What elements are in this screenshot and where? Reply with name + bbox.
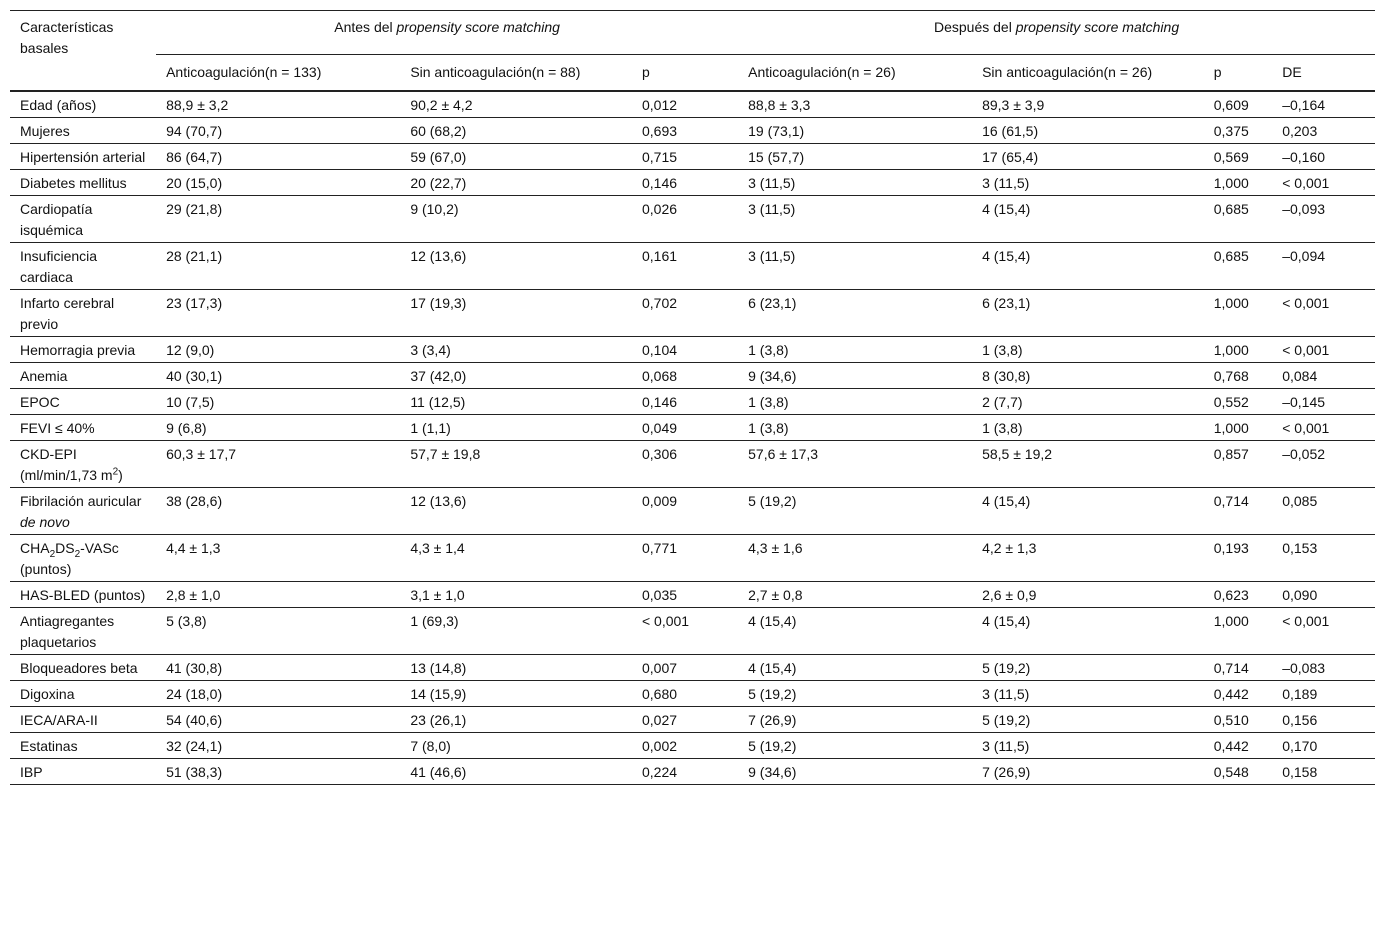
table-row (10, 681, 1375, 707)
table-row (10, 535, 1375, 582)
table-cell: 0,685 (1204, 243, 1272, 290)
table-cell: 90,2 ± 4,2 (400, 91, 632, 118)
col-header: p (632, 55, 738, 92)
table-cell: 16 (61,5) (972, 118, 1204, 144)
col-header: DE (1272, 55, 1375, 92)
table-row (10, 243, 1375, 290)
table-body (10, 91, 1375, 785)
row-label-text: Hipertensión arterial (20, 149, 146, 165)
table-cell: 17 (65,4) (972, 144, 1204, 170)
row-label-text: HAS-BLED (puntos) (20, 587, 146, 603)
table-cell: 12 (13,6) (400, 243, 632, 290)
col-header: Anticoagulación(n = 26) (738, 55, 972, 92)
table-cell: 20 (22,7) (400, 170, 632, 196)
table-cell: 0,771 (632, 535, 738, 582)
row-label (10, 196, 156, 243)
table-cell: 15 (57,7) (738, 144, 972, 170)
header-after-psm: Después del propensity score matching (738, 11, 1375, 55)
table-cell: 14 (15,9) (400, 681, 632, 707)
table-cell: 0,156 (1272, 707, 1375, 733)
row-label-text: FEVI ≤ 40% (20, 420, 95, 436)
table-cell: 0,035 (632, 582, 738, 608)
table-cell: 5 (19,2) (738, 681, 972, 707)
row-label-text: Bloqueadores beta (20, 660, 138, 676)
table-cell: 7 (8,0) (400, 733, 632, 759)
table-cell: 1 (3,8) (972, 415, 1204, 441)
table-cell: 6 (23,1) (738, 290, 972, 337)
row-label-text: CHA (20, 540, 50, 556)
table-cell: 0,306 (632, 441, 738, 488)
table-cell: 6 (23,1) (972, 290, 1204, 337)
table-cell: 0,189 (1272, 681, 1375, 707)
table-cell: 3 (11,5) (738, 196, 972, 243)
row-label-text: Diabetes mellitus (20, 175, 127, 191)
table-row (10, 759, 1375, 785)
row-label-italic: de novo (20, 514, 70, 530)
table-cell: 60,3 ± 17,7 (156, 441, 400, 488)
table-cell: < 0,001 (632, 608, 738, 655)
table-cell: 0,857 (1204, 441, 1272, 488)
table-cell: 1,000 (1204, 290, 1272, 337)
table-cell: 29 (21,8) (156, 196, 400, 243)
table-cell: 0,158 (1272, 759, 1375, 785)
table-cell: 4 (15,4) (972, 488, 1204, 535)
table-cell: 94 (70,7) (156, 118, 400, 144)
table-cell: 0,685 (1204, 196, 1272, 243)
table-cell: 5 (19,2) (738, 733, 972, 759)
table-cell: 7 (26,9) (972, 759, 1204, 785)
row-label (10, 363, 156, 389)
table-cell: 0,714 (1204, 488, 1272, 535)
table-cell: 4,2 ± 1,3 (972, 535, 1204, 582)
table-cell: 0,203 (1272, 118, 1375, 144)
row-label (10, 170, 156, 196)
table-cell: 88,9 ± 3,2 (156, 91, 400, 118)
table-cell: < 0,001 (1272, 170, 1375, 196)
table-cell: 1,000 (1204, 170, 1272, 196)
row-label (10, 681, 156, 707)
table-cell: 0,026 (632, 196, 738, 243)
row-label (10, 415, 156, 441)
table-cell: 0,623 (1204, 582, 1272, 608)
table-cell: 23 (17,3) (156, 290, 400, 337)
table-cell: 23 (26,1) (400, 707, 632, 733)
table-cell: 0,768 (1204, 363, 1272, 389)
table-cell: 0,680 (632, 681, 738, 707)
table-cell: 9 (10,2) (400, 196, 632, 243)
table-row (10, 363, 1375, 389)
table-cell: 59 (67,0) (400, 144, 632, 170)
table-cell: 9 (6,8) (156, 415, 400, 441)
table-cell: 0,548 (1204, 759, 1272, 785)
row-label-text: Cardiopatía isquémica (20, 201, 93, 238)
col-header: Sin anticoagulación(n = 26) (972, 55, 1204, 92)
table-cell: 41 (46,6) (400, 759, 632, 785)
row-label-text: Fibrilación auricular (20, 493, 142, 509)
table-row (10, 488, 1375, 535)
table-cell: –0,093 (1272, 196, 1375, 243)
row-label (10, 582, 156, 608)
row-label-superscript: 2 (112, 466, 119, 478)
table-cell: < 0,001 (1272, 415, 1375, 441)
table-cell: 0,375 (1204, 118, 1272, 144)
table-cell: 37 (42,0) (400, 363, 632, 389)
row-label-text: Estatinas (20, 738, 78, 754)
table-cell: 20 (15,0) (156, 170, 400, 196)
table-cell: 9 (34,6) (738, 363, 972, 389)
table-cell: 0,693 (632, 118, 738, 144)
row-label-text: Insuficiencia cardiaca (20, 248, 98, 285)
row-label-text: ) (118, 467, 123, 483)
table-cell: 12 (9,0) (156, 337, 400, 363)
table-cell: 17 (19,3) (400, 290, 632, 337)
table-cell: 2,7 ± 0,8 (738, 582, 972, 608)
table-cell: 4 (15,4) (972, 196, 1204, 243)
table-cell: 0,012 (632, 91, 738, 118)
table-row (10, 415, 1375, 441)
header-before-psm: Antes del propensity score matching (156, 11, 738, 55)
table-cell: 0,702 (632, 290, 738, 337)
row-label (10, 144, 156, 170)
table-cell: 0,715 (632, 144, 738, 170)
table-cell: 3,1 ± 1,0 (400, 582, 632, 608)
table-cell: 1 (3,8) (738, 389, 972, 415)
row-label-text: Digoxina (20, 686, 75, 702)
table-cell: < 0,001 (1272, 337, 1375, 363)
table-row (10, 608, 1375, 655)
table-cell: 7 (26,9) (738, 707, 972, 733)
table-cell: 8 (30,8) (972, 363, 1204, 389)
table-cell: 0,049 (632, 415, 738, 441)
table-cell: 41 (30,8) (156, 655, 400, 681)
table-cell: 4 (15,4) (738, 608, 972, 655)
table-cell: 0,552 (1204, 389, 1272, 415)
row-label (10, 118, 156, 144)
table-row (10, 91, 1375, 118)
table-cell: 3 (11,5) (972, 733, 1204, 759)
table-cell: < 0,001 (1272, 290, 1375, 337)
row-label (10, 290, 156, 337)
row-label-text: Hemorragia previa (20, 342, 136, 358)
table-row (10, 655, 1375, 681)
table-cell: 24 (18,0) (156, 681, 400, 707)
table-cell: 0,153 (1272, 535, 1375, 582)
table-cell: 1 (3,8) (972, 337, 1204, 363)
table-cell: 19 (73,1) (738, 118, 972, 144)
table-cell: 60 (68,2) (400, 118, 632, 144)
row-label-text: Mujeres (20, 123, 70, 139)
table-cell: 88,8 ± 3,3 (738, 91, 972, 118)
table-cell: 0,442 (1204, 733, 1272, 759)
row-label-subscript: 2 (74, 548, 81, 560)
row-label (10, 91, 156, 118)
table-cell: 1 (1,1) (400, 415, 632, 441)
row-label-text: Antiagregantes plaquetarios (20, 613, 115, 650)
table-cell: 0,009 (632, 488, 738, 535)
table-cell: 4,4 ± 1,3 (156, 535, 400, 582)
table-cell: 0,714 (1204, 655, 1272, 681)
table-cell: –0,094 (1272, 243, 1375, 290)
table-cell: < 0,001 (1272, 608, 1375, 655)
table-row (10, 290, 1375, 337)
table-cell: 0,068 (632, 363, 738, 389)
table-cell: 4 (15,4) (738, 655, 972, 681)
table-cell: 12 (13,6) (400, 488, 632, 535)
table-row (10, 337, 1375, 363)
table-row (10, 733, 1375, 759)
table-cell: 4,3 ± 1,4 (400, 535, 632, 582)
row-label (10, 535, 156, 582)
table-cell: 0,510 (1204, 707, 1272, 733)
table-cell: 2,6 ± 0,9 (972, 582, 1204, 608)
table-cell: 0,007 (632, 655, 738, 681)
row-label (10, 655, 156, 681)
table-cell: 0,609 (1204, 91, 1272, 118)
table-cell: 3 (3,4) (400, 337, 632, 363)
table-cell: 0,442 (1204, 681, 1272, 707)
table-cell: 5 (19,2) (738, 488, 972, 535)
row-label-text: -VASc (puntos) (20, 540, 119, 577)
table-cell: 1,000 (1204, 415, 1272, 441)
row-label-text: Infarto cerebral previo (20, 295, 115, 332)
row-label-subscript: 2 (49, 548, 56, 560)
table-row (10, 118, 1375, 144)
table-cell: 2 (7,7) (972, 389, 1204, 415)
table-cell: 40 (30,1) (156, 363, 400, 389)
row-label-text: IBP (20, 764, 43, 780)
table-cell: 57,6 ± 17,3 (738, 441, 972, 488)
table-cell: 4,3 ± 1,6 (738, 535, 972, 582)
table-cell: 0,084 (1272, 363, 1375, 389)
table-cell: –0,052 (1272, 441, 1375, 488)
row-label-text: EPOC (20, 394, 60, 410)
row-label (10, 488, 156, 535)
baseline-characteristics-table (10, 10, 1375, 785)
table-cell: 0,569 (1204, 144, 1272, 170)
row-label (10, 608, 156, 655)
table-cell: 3 (11,5) (738, 170, 972, 196)
table-cell: 1 (69,3) (400, 608, 632, 655)
col-header: p (1204, 55, 1272, 92)
table-cell: 13 (14,8) (400, 655, 632, 681)
header-basal: Características basales (10, 11, 156, 92)
table-cell: –0,083 (1272, 655, 1375, 681)
table-cell: 89,3 ± 3,9 (972, 91, 1204, 118)
table-cell: –0,160 (1272, 144, 1375, 170)
table-row (10, 582, 1375, 608)
table-cell: 1,000 (1204, 608, 1272, 655)
table-cell: 3 (11,5) (972, 681, 1204, 707)
row-label-text: Edad (años) (20, 97, 97, 113)
table-row (10, 196, 1375, 243)
table-row (10, 170, 1375, 196)
table-row (10, 389, 1375, 415)
table-cell: 10 (7,5) (156, 389, 400, 415)
table-cell: 0,002 (632, 733, 738, 759)
table-cell: 0,161 (632, 243, 738, 290)
table-cell: 4 (15,4) (972, 243, 1204, 290)
table-cell: 86 (64,7) (156, 144, 400, 170)
table-cell: 38 (28,6) (156, 488, 400, 535)
table-cell: 0,193 (1204, 535, 1272, 582)
table-cell: 4 (15,4) (972, 608, 1204, 655)
table-cell: 5 (19,2) (972, 655, 1204, 681)
table-cell: 0,027 (632, 707, 738, 733)
table-cell: 0,104 (632, 337, 738, 363)
row-label-text: Anemia (20, 368, 68, 384)
table-row (10, 707, 1375, 733)
table-cell: –0,145 (1272, 389, 1375, 415)
table-cell: 1 (3,8) (738, 415, 972, 441)
row-label-text: IECA/ARA-II (20, 712, 98, 728)
table-cell: 0,090 (1272, 582, 1375, 608)
row-label (10, 389, 156, 415)
table-row (10, 441, 1375, 488)
row-label (10, 441, 156, 488)
table-cell: –0,164 (1272, 91, 1375, 118)
table-cell: 57,7 ± 19,8 (400, 441, 632, 488)
table-cell: 0,146 (632, 170, 738, 196)
row-label (10, 243, 156, 290)
table-row (10, 144, 1375, 170)
table-cell: 28 (21,1) (156, 243, 400, 290)
row-label (10, 733, 156, 759)
table-cell: 5 (3,8) (156, 608, 400, 655)
col-header: Anticoagulación(n = 133) (156, 55, 400, 92)
table-cell: 0,085 (1272, 488, 1375, 535)
table-cell: 54 (40,6) (156, 707, 400, 733)
row-label-text: DS (55, 540, 75, 556)
row-label-text: CKD-EPI (ml/min/1,73 m (20, 446, 113, 483)
row-label (10, 759, 156, 785)
table-cell: 0,170 (1272, 733, 1375, 759)
table-cell: 0,224 (632, 759, 738, 785)
table-cell: 9 (34,6) (738, 759, 972, 785)
table-cell: 1,000 (1204, 337, 1272, 363)
row-label (10, 337, 156, 363)
table-cell: 0,146 (632, 389, 738, 415)
table-cell: 51 (38,3) (156, 759, 400, 785)
table-cell: 32 (24,1) (156, 733, 400, 759)
table-cell: 3 (11,5) (738, 243, 972, 290)
table-cell: 58,5 ± 19,2 (972, 441, 1204, 488)
table-cell: 1 (3,8) (738, 337, 972, 363)
col-header: Sin anticoagulación(n = 88) (400, 55, 632, 92)
row-label (10, 707, 156, 733)
table-cell: 3 (11,5) (972, 170, 1204, 196)
table-cell: 2,8 ± 1,0 (156, 582, 400, 608)
table-cell: 5 (19,2) (972, 707, 1204, 733)
table-cell: 11 (12,5) (400, 389, 632, 415)
